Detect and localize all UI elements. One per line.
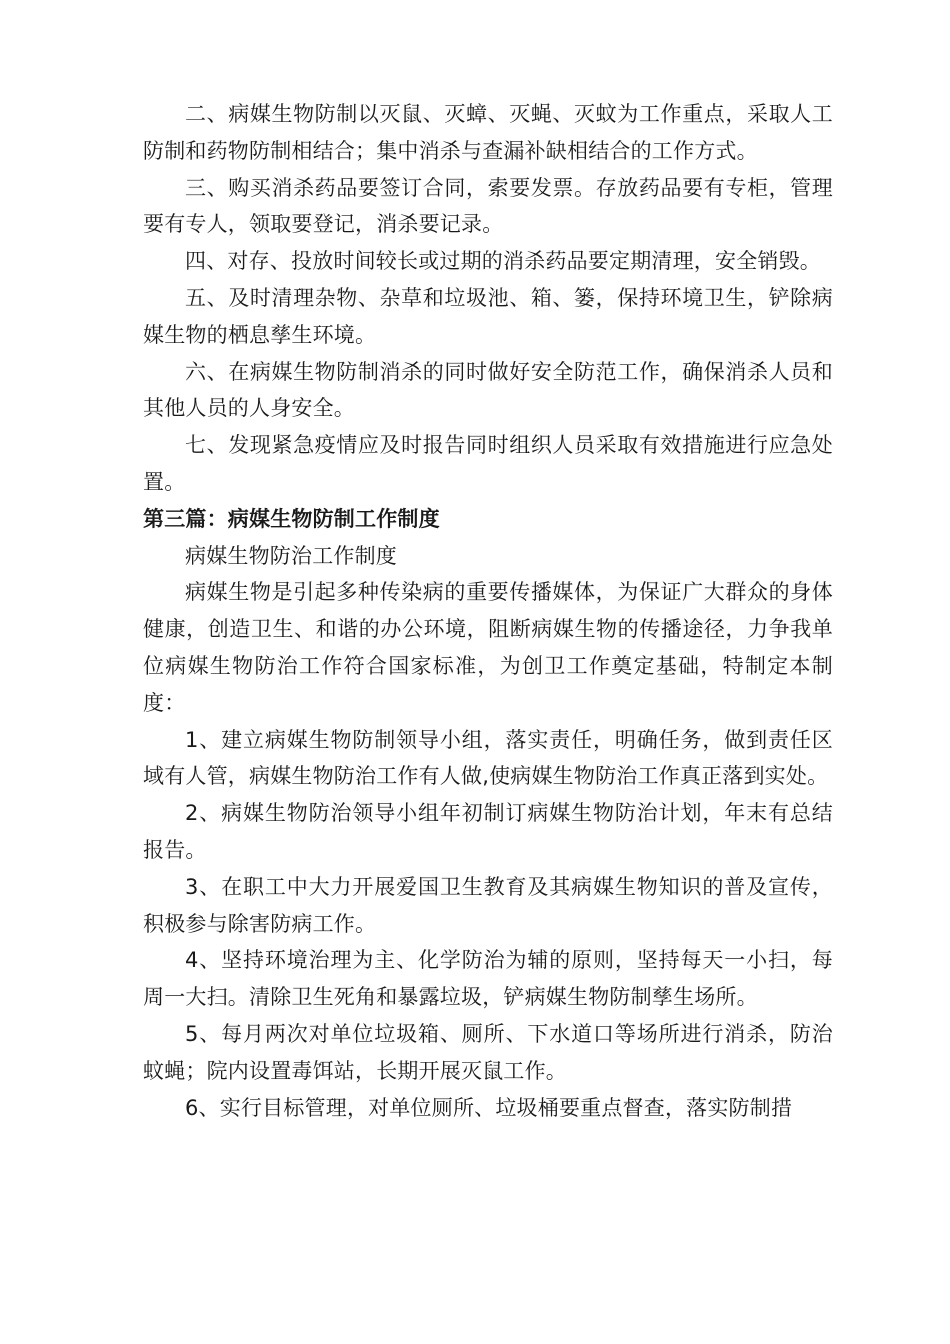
intro-paragraph: 病媒生物是引起多种传染病的重要传播媒体，为保证广大群众的身体健康，创造卫生、和谐的办公环境，阻断病媒生物的传播途径，力争我单位病媒生物防治工作符合国家标准，为创卫工作奠定基础，特制定本制度： — [143, 580, 833, 715]
paragraph-rule-2: 二、病媒生物防制以灭鼠、灭蟑、灭蝇、灭蚊为工作重点，采取人工防制和药物防制相结合；集中消杀与查漏补缺相结合的工作方式。 — [143, 102, 833, 163]
paragraph-rule-6: 六、在病媒生物防制消杀的同时做好安全防范工作，确保消杀人员和其他人员的人身安全。 — [143, 359, 833, 421]
rule-item-5: 5、每月两次对单位垃圾箱、厕所、下水道口等场所进行消杀，防治蚊蝇；院内设置毒饵站，长期开展灭鼠工作。 — [143, 1021, 833, 1083]
rule-item-1: 1、建立病媒生物防制领导小组，落实责任，明确任务，做到责任区域有人管，病媒生物防治工作有人做,使病媒生物防治工作真正落到实处。 — [143, 727, 833, 789]
rule-item-2: 2、病媒生物防治领导小组年初制订病媒生物防治计划，年末有总结报告。 — [143, 801, 833, 862]
section-subtitle: 病媒生物防治工作制度 — [185, 543, 397, 568]
document-body — [143, 96, 833, 1126]
rule-item-6: 6、实行目标管理，对单位厕所、垃圾桶要重点督查，落实防制措 — [185, 1095, 793, 1120]
section-heading: 第三篇：病媒生物防制工作制度 — [143, 506, 440, 531]
rule-item-3: 3、在职工中大力开展爱国卫生教育及其病媒生物知识的普及宣传，积极参与除害防病工作。 — [143, 874, 833, 936]
paragraph-rule-5: 五、及时清理杂物、杂草和垃圾池、箱、篓，保持环境卫生，铲除病媒生物的栖息孳生环境。 — [143, 285, 833, 347]
paragraph-rule-4: 四、对存、投放时间较长或过期的消杀药品要定期清理，安全销毁。 — [185, 249, 821, 274]
paragraph-rule-3: 三、购买消杀药品要签订合同，索要发票。存放药品要有专柜，管理要有专人，领取要登记，消杀要记录。 — [143, 175, 833, 237]
rule-item-4: 4、坚持环境治理为主、化学防治为辅的原则，坚持每天一小扫，每周一大扫。清除卫生死角和暴露垃圾，铲病媒生物防制孳生场所。 — [143, 948, 833, 1010]
paragraph-rule-7: 七、发现紧急疫情应及时报告同时组织人员采取有效措施进行应急处置。 — [143, 433, 833, 494]
